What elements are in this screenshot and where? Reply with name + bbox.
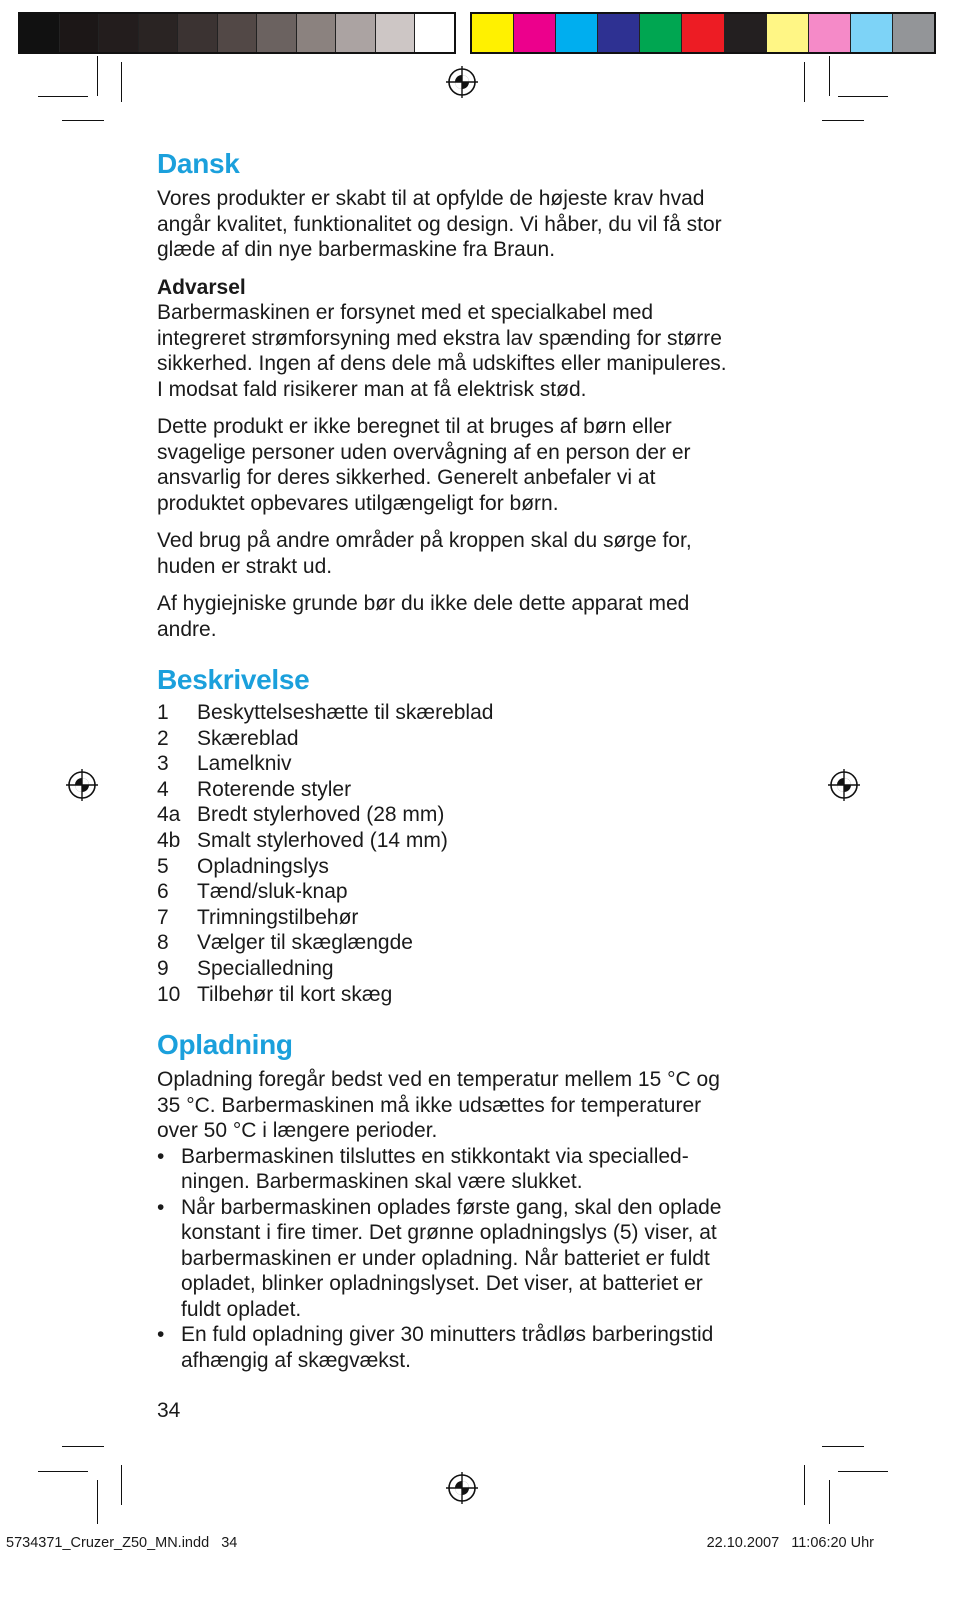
crop-mark xyxy=(838,1471,888,1472)
paragraph-children: Dette produkt er ikke beregnet til at bruges af børn eller svagelige personer uden overvågning af en person der er ansvarlig for deres sikkerhed. Generelt anbefaler vi at produktet opbevares utilgængeligt for børn. xyxy=(157,415,691,515)
bullet-icon: • xyxy=(157,1323,165,1347)
paragraph-warning: Barbermaskinen er forsynet med et specialkabel med integreret strømforsyning med ekstra lav spænding for større sikkerhed. Ingen af dens dele må udskiftes eller manipuleres. I modsat fald risikerer man at få elektrisk stød. xyxy=(157,301,727,401)
color-swatch xyxy=(598,14,640,52)
crop-mark xyxy=(838,96,888,97)
charging-bullets xyxy=(157,1144,797,1374)
registration-mark-icon xyxy=(828,769,860,801)
color-swatch xyxy=(178,14,218,52)
grayscale-color-bar xyxy=(18,12,456,54)
color-swatch xyxy=(297,14,337,52)
list-item: 1 Beskyttelseshætte til skæreblad xyxy=(157,701,494,724)
list-item: • Når barbermaskinen oplades første gang, skal den oplade konstant i fire timer. Det grønne opladningslys (5) viser, at barbermaskinen er under opladning. Når batteriet er fuldt opladet, blinker opladningslyset. Det viser, at batteriet er fuldt opladet. xyxy=(157,1195,722,1321)
color-swatch xyxy=(20,14,60,52)
color-swatch xyxy=(218,14,258,52)
bullet-icon: • xyxy=(157,1144,165,1168)
color-swatch xyxy=(767,14,809,52)
list-item: 3 Lamelkniv xyxy=(157,752,292,776)
warning-title: Advarsel xyxy=(157,275,246,299)
crop-mark xyxy=(804,1465,805,1505)
color-swatch xyxy=(893,14,934,52)
registration-mark-icon xyxy=(66,769,98,801)
crop-mark xyxy=(822,120,864,121)
list-item: 6 Tænd/sluk-knap xyxy=(157,880,348,904)
list-item: 2 Skæreblad xyxy=(157,726,299,750)
registration-mark-icon xyxy=(446,66,478,98)
list-item: 7 Trimningstilbehør xyxy=(157,905,359,929)
color-swatch xyxy=(472,14,514,52)
list-item: 4 Roterende styler xyxy=(157,777,352,801)
color-swatch xyxy=(60,14,100,52)
heading-dansk: Dansk xyxy=(157,148,240,179)
crop-mark xyxy=(38,96,88,97)
color-swatch xyxy=(851,14,893,52)
crop-mark xyxy=(829,56,830,96)
color-swatch xyxy=(640,14,682,52)
crop-mark xyxy=(804,62,805,102)
list-item: 10 Tilbehør til kort skæg xyxy=(157,982,393,1006)
heading-beskrivelse: Beskrivelse xyxy=(157,664,310,695)
list-item: 9 Specialledning xyxy=(157,956,334,980)
list-item: 5 Opladningslys xyxy=(157,854,329,878)
crop-mark xyxy=(829,1480,830,1524)
color-swatch xyxy=(139,14,179,52)
paragraph-charging-intro: Opladning foregår bedst ved en temperatur mellem 15 °C og 35 °C. Barbermaskinen må ikke udsættes for temperaturer over 50 °C i længere perioder. xyxy=(157,1068,720,1143)
list-item: 4a Bredt stylerhoved (28 mm) xyxy=(157,803,445,827)
list-item: • En fuld opladning giver 30 minutters trådløs barberingstid afhængig af skægvækst. xyxy=(157,1323,714,1372)
color-swatch xyxy=(514,14,556,52)
page-content xyxy=(157,146,797,1373)
page-number: 34 xyxy=(157,1399,181,1422)
list-item: 8 Vælger til skæglængde xyxy=(157,931,413,955)
crop-mark xyxy=(38,1471,88,1472)
footer-timestamp: 22.10.2007 11:06:20 Uhr xyxy=(706,1535,874,1551)
parts-list xyxy=(157,700,797,1007)
paragraph-hygiene: Af hygiejniske grunde bør du ikke dele dette apparat med andre. xyxy=(157,592,690,641)
color-swatch xyxy=(376,14,416,52)
bullet-icon: • xyxy=(157,1195,165,1219)
footer-file-info: 5734371_Cruzer_Z50_MN.indd 34 xyxy=(6,1535,238,1551)
crop-mark xyxy=(62,1446,104,1447)
color-swatch xyxy=(809,14,851,52)
color-swatch xyxy=(257,14,297,52)
crop-mark xyxy=(121,62,122,102)
color-swatch xyxy=(725,14,767,52)
color-swatch xyxy=(415,14,454,52)
crop-mark xyxy=(62,120,104,121)
process-color-bar xyxy=(470,12,936,54)
registration-mark-icon xyxy=(446,1472,478,1504)
list-item: 4b Smalt stylerhoved (14 mm) xyxy=(157,828,448,852)
paragraph-intro: Vores produkter er skabt til at opfylde de højeste krav hvad angår kvalitet, funktionalitet og design. Vi håber, du vil få stor glæde af din nye barbermaskine fra Braun. xyxy=(157,187,722,261)
color-swatch xyxy=(682,14,724,52)
crop-mark xyxy=(822,1446,864,1447)
list-item: • Barbermaskinen tilsluttes en stikkontakt via specialled- ningen. Barbermaskinen skal være slukket. xyxy=(157,1144,689,1194)
crop-mark xyxy=(97,1480,98,1524)
color-swatch xyxy=(556,14,598,52)
crop-mark xyxy=(97,56,98,96)
paragraph-body-use: Ved brug på andre områder på kroppen skal du sørge for, huden er strakt ud. xyxy=(157,529,692,578)
color-swatch xyxy=(99,14,139,52)
crop-mark xyxy=(121,1465,122,1505)
heading-opladning: Opladning xyxy=(157,1029,293,1061)
color-swatch xyxy=(336,14,376,52)
